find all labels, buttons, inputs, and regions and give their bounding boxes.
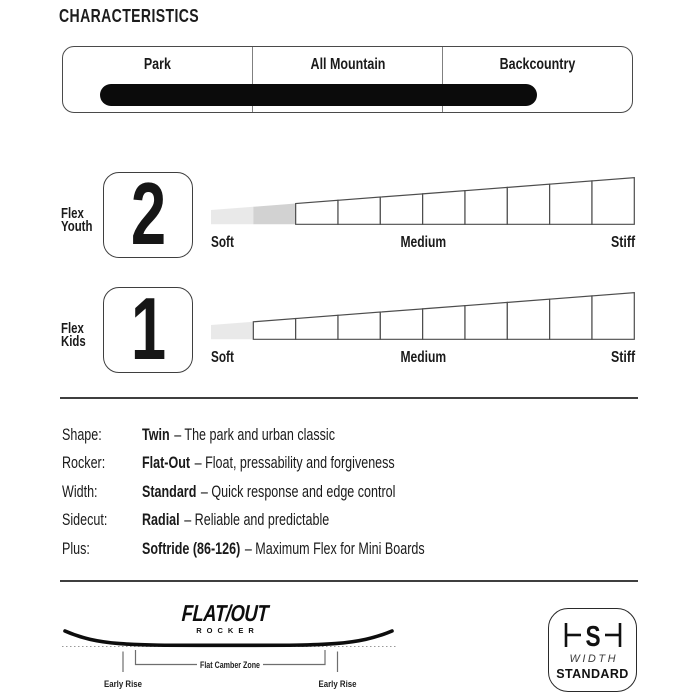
spec-row-sidecut: Sidecut: Radial – Reliable and predictable xyxy=(62,511,330,530)
flex-meter-segment xyxy=(465,187,507,224)
flex-meter-segment xyxy=(550,181,592,224)
flex-meter-segment xyxy=(423,191,465,225)
badge-standard-label: STANDARD xyxy=(556,667,629,681)
flex-meter-segment xyxy=(338,197,380,224)
width-standard-badge xyxy=(548,608,637,692)
axis-soft: Soft xyxy=(211,349,234,366)
camber-bracket-left xyxy=(136,650,198,665)
flex-meter-segment xyxy=(423,306,465,340)
flex-meter-segment xyxy=(550,296,592,339)
flex-meter-segment xyxy=(380,309,422,339)
camber-zone-label: Flat Camber Zone xyxy=(200,660,260,671)
axis-stiff: Stiff xyxy=(610,349,635,366)
flex-meter-segment xyxy=(507,299,549,339)
flex-meter-segment xyxy=(253,204,295,225)
flex-youth-axis xyxy=(211,234,635,252)
terrain-label-backcountry: Backcountry xyxy=(499,56,576,73)
axis-medium: Medium xyxy=(400,349,446,366)
spec-row-plus: Plus: Softride (86-126) – Maximum Flex for Mini Boards xyxy=(62,539,425,558)
flat-out-rocker-logo: FLAT/OUT ROCKER xyxy=(181,600,269,635)
flex-youth-meter xyxy=(205,175,640,231)
flex-kids-value-box xyxy=(103,279,193,378)
board-profile-diagram xyxy=(55,598,415,698)
flex-kids-meter xyxy=(205,290,640,346)
spec-row-shape: Shape: Twin – The park and urban classic xyxy=(62,426,335,444)
flex-meter-segment xyxy=(592,293,634,340)
badge-width-label: WIDTH xyxy=(569,653,619,665)
early-rise-label-left: Early Rise xyxy=(104,679,142,690)
separator-line xyxy=(60,397,638,399)
axis-stiff: Stiff xyxy=(610,234,635,251)
early-rise-label-right: Early Rise xyxy=(318,679,357,690)
terrain-label-all-mountain: All Mountain xyxy=(310,56,385,73)
spec-row-width: Width: Standard – Quick response and edge control xyxy=(62,482,396,501)
flex-youth-label: Flex Youth xyxy=(61,205,93,236)
page-title: CHARACTERISTICS xyxy=(59,5,200,26)
flex-meter-segment xyxy=(211,207,253,225)
axis-soft: Soft xyxy=(211,234,234,251)
flex-youth-value: 2 xyxy=(130,164,166,263)
flex-kids-label: Flex Kids xyxy=(61,320,86,351)
flex-meter-segment xyxy=(507,184,549,224)
terrain-range-bar xyxy=(100,84,537,106)
flex-kids-value: 1 xyxy=(130,279,166,378)
terrain-label-park: Park xyxy=(143,56,172,73)
flex-meter-segment xyxy=(253,319,295,340)
terrain-chart xyxy=(62,46,633,113)
width-letter: S xyxy=(584,620,601,650)
flex-meter-segment xyxy=(592,178,634,225)
width-s-icon xyxy=(563,620,623,650)
flex-meter-segment xyxy=(296,200,338,224)
flex-meter-segment xyxy=(380,194,422,224)
camber-bracket-right xyxy=(263,650,325,665)
separator-line xyxy=(60,580,638,582)
flex-meter-segment xyxy=(465,302,507,339)
flex-meter-segment xyxy=(296,315,338,339)
flex-kids-axis xyxy=(211,349,635,367)
axis-medium: Medium xyxy=(400,234,446,251)
spec-list xyxy=(62,421,622,563)
flex-meter-segment xyxy=(211,322,253,340)
flex-meter-segment xyxy=(338,312,380,339)
spec-row-rocker: Rocker: Flat-Out – Float, pressability and forgiveness xyxy=(62,454,395,473)
flex-youth-value-box xyxy=(103,164,193,263)
board-side-profile xyxy=(65,631,392,645)
